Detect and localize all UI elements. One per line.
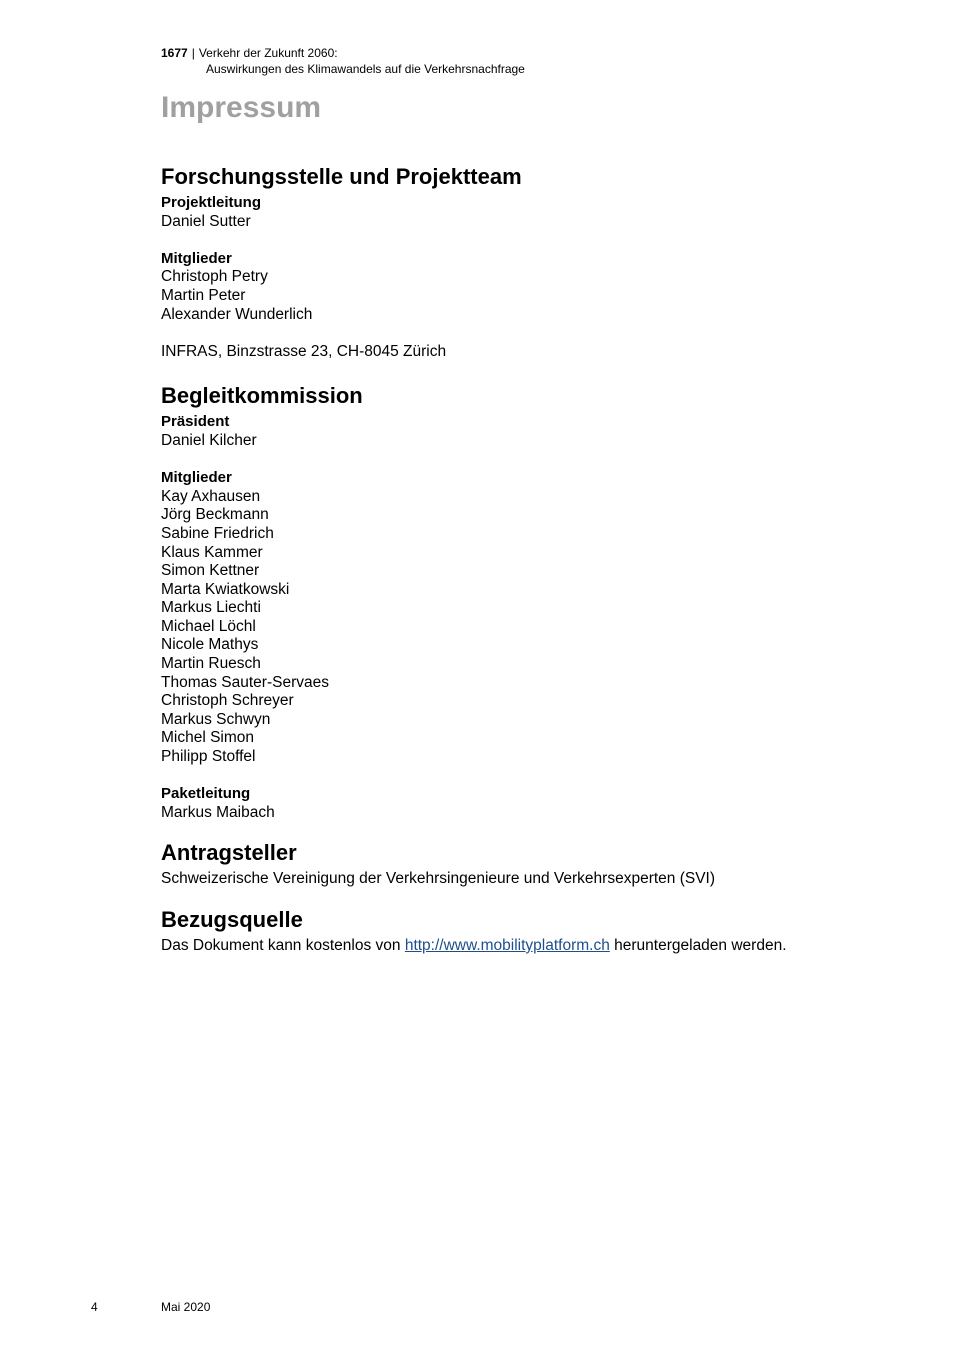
- commission-member: Nicole Mathys: [161, 636, 259, 654]
- publication-date: Mai 2020: [161, 1300, 211, 1314]
- source-text-before: Das Dokument kann kostenlos von: [161, 937, 405, 954]
- commission-member: Christoph Schreyer: [161, 692, 294, 710]
- commission-heading: Begleitkommission: [161, 383, 363, 409]
- project-lead-name: Daniel Sutter: [161, 212, 251, 230]
- team-member: Martin Peter: [161, 286, 246, 304]
- source-section: [161, 903, 921, 956]
- research-address: INFRAS, Binzstrasse 23, CH-8045 Zürich: [161, 342, 447, 360]
- header-title-line-2: Auswirkungen des Klimawandels auf die Verkehrsnachfrage: [206, 62, 525, 76]
- president-label: Präsident: [161, 413, 230, 431]
- source-text: [161, 937, 921, 956]
- project-lead-label: Projektleitung: [161, 194, 262, 211]
- team-member: Alexander Wunderlich: [161, 305, 313, 323]
- commission-member: Klaus Kammer: [161, 543, 263, 561]
- applicant-section: [161, 836, 921, 889]
- commission-member: Martin Ruesch: [161, 655, 261, 673]
- header-line-1: [161, 45, 525, 61]
- commission-member: Michel Simon: [161, 729, 255, 747]
- running-header: [161, 45, 525, 77]
- impressum-content: [161, 160, 921, 956]
- commission-members-label: Mitglieder: [161, 469, 232, 487]
- commission-member: Markus Liechti: [161, 599, 261, 617]
- commission-member: Jörg Beckmann: [161, 506, 269, 524]
- package-lead-name: Markus Maibach: [161, 803, 275, 821]
- source-text-after: heruntergeladen werden.: [609, 937, 787, 954]
- commission-member: Marta Kwiatkowski: [161, 580, 290, 598]
- applicant-text: Schweizerische Vereinigung der Verkehrsingenieure und Verkehrsexperten (SVI): [161, 870, 716, 888]
- mobilityplatform-link[interactable]: http://www.mobilityplatform.ch: [404, 937, 610, 954]
- commission-member: Markus Schwyn: [161, 710, 271, 728]
- commission-member: Thomas Sauter-Servaes: [161, 673, 329, 691]
- package-lead-label: Paketleitung: [161, 785, 251, 803]
- team-member: Christoph Petry: [161, 268, 268, 286]
- header-separator: |: [191, 46, 195, 60]
- page-number: 4: [91, 1300, 98, 1314]
- header-title-line-1: Verkehr der Zukunft 2060:: [198, 46, 338, 60]
- commission-member: Kay Axhausen: [161, 487, 261, 505]
- commission-member: Michael Löchl: [161, 617, 256, 635]
- report-number: 1677: [161, 46, 188, 60]
- applicant-heading: Antragsteller: [161, 840, 297, 866]
- source-heading: Bezugsquelle: [161, 907, 303, 932]
- team-members-label: Mitglieder: [161, 249, 232, 267]
- commission-section: [161, 379, 921, 822]
- page-title: Impressum: [161, 91, 322, 124]
- president-name: Daniel Kilcher: [161, 431, 257, 449]
- commission-member: Simon Kettner: [161, 562, 260, 580]
- commission-member: Sabine Friedrich: [161, 524, 274, 542]
- commission-member: Philipp Stoffel: [161, 748, 256, 766]
- research-heading: Forschungsstelle und Projektteam: [161, 164, 522, 189]
- research-section: [161, 160, 921, 361]
